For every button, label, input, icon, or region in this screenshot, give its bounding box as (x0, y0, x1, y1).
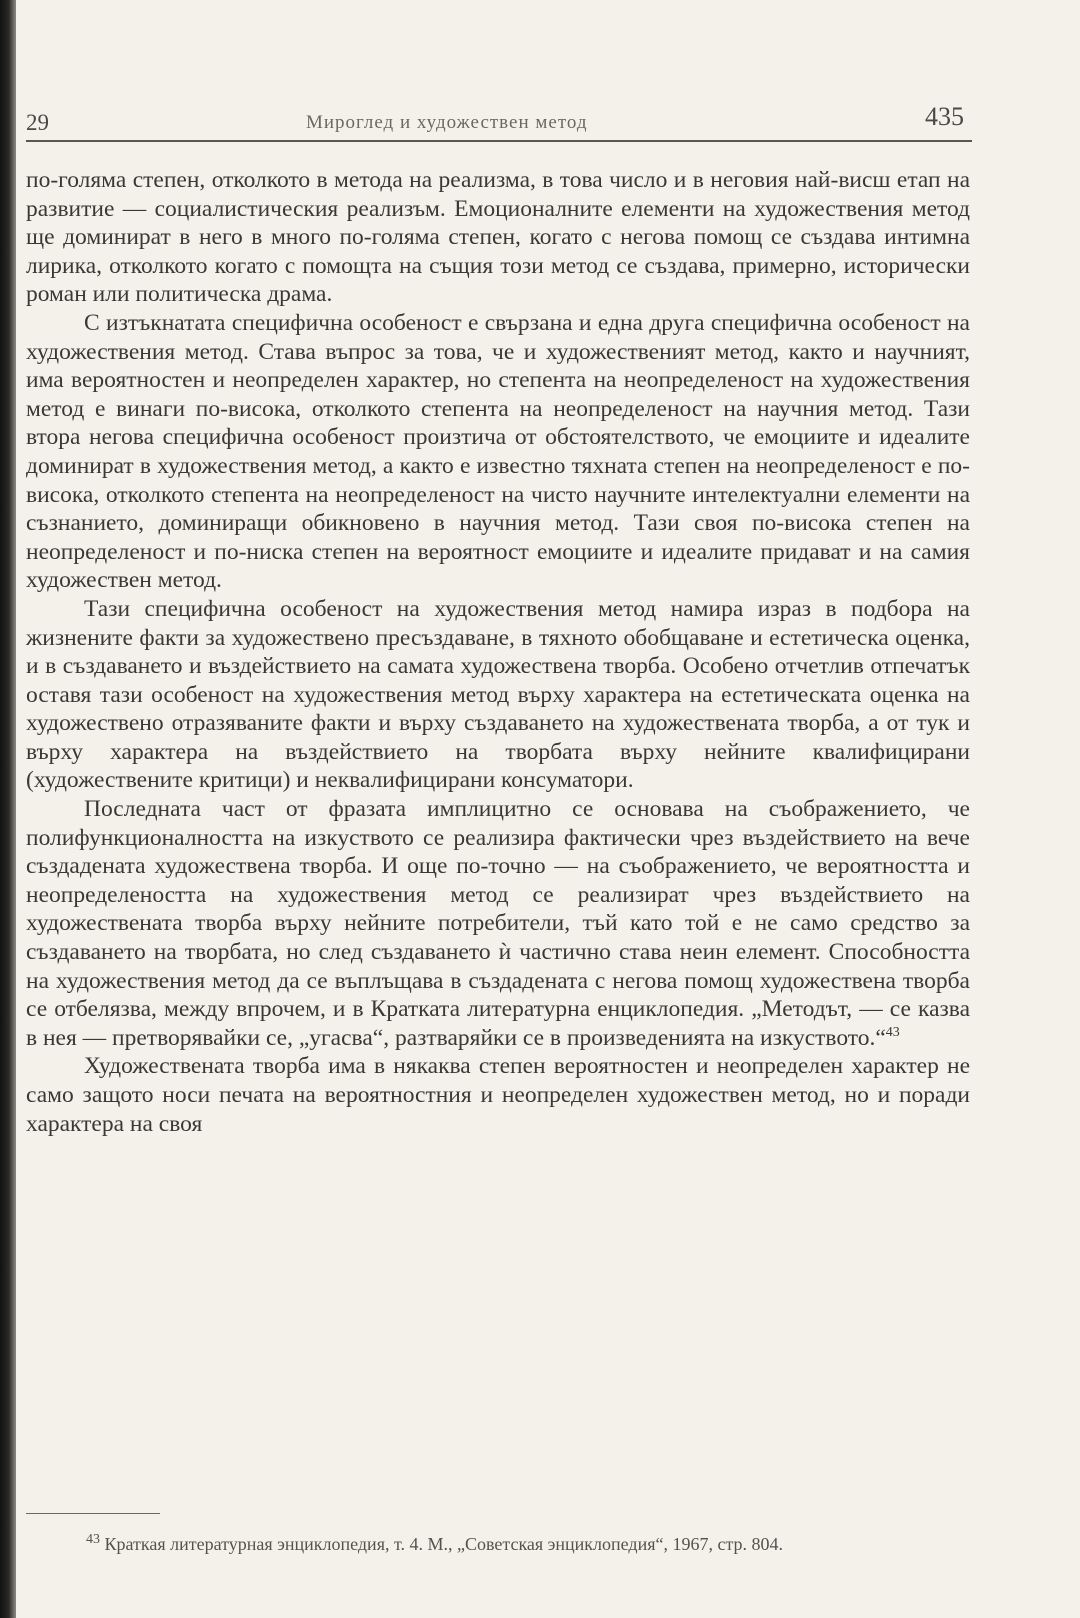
footnote-rule (26, 1513, 160, 1514)
paragraph: Тази специфична особеност на художествения метод намира израз в подбора на жизнените факти за художествено пресъздаване, в тяхното обобщаване и естетическа оценка, и в създаването и въздействието на самата художествена творба. Особено отчетлив отпечатък оставя тази особеност на художествения метод върху характера на естетическата оценка на художествено отразяваните факти и върху създаването на художествената творба, а от тук и върху характера на въздействието на творбата върху нейните квалифицирани (художествените критици) и неквалифицирани консуматори. (26, 595, 970, 794)
page-binding-edge (0, 0, 16, 1618)
running-head (26, 104, 972, 140)
paragraph-continued: по-голяма степен, отколкото в метода на реализма, в това число и в неговия най-висш етап на развитие — социалистическия реализъм. Емоционалните елементи на художествения метод ще доминират в него в много по-голяма степен, когато с негова помощ се създава интимна лирика, отколкото когато с помощта на същия този метод се създава, примерно, исторически роман или политическа драма. (26, 167, 970, 308)
paragraph: Художествената творба има в някаква степен вероятностен и неопределен характер не само защото носи печата на вероятностния и неопределен художествен метод, но и поради характера на своя (26, 1053, 970, 1137)
paragraph-with-footnote (26, 795, 970, 1052)
paragraph: С изтъкнатата специфична особеност е свързана и една друга специфична особеност на художествения метод. Става въпрос за това, че и художественият метод, както и научният, има вероятностен и неопределен характер, но степента на неопределеност на художествения метод е винаги по-висока, отколкото степента на неопределеност на научния метод. Тази втора негова специфична особеност произтича от обстоятелството, че емоциите и идеалите доминират в художествения метод, а както е известно тяхната степен на неопределеност е по-висока, отколкото степента на неопределеност на чисто научните интелектуални елементи на съзнанието, доминиращи обикновено в научния метод. Тази своя по-висока степен на неопределеност и по-ниска степен на вероятност емоциите и идеалите придават и на самия художествен метод. (26, 309, 970, 594)
footnote-number: 43 (86, 1532, 100, 1547)
header-rule (26, 140, 972, 142)
footnote (26, 1527, 970, 1557)
body-text (26, 166, 970, 1138)
paragraph-text: Последната част от фразата имплицитно се основава на съображението, че полифункционалността на изкуството се реализира фактически чрез въздействието на вече създадената художествена творба. И още по-точно — на съображението, че вероятността и неопределеността на художествения метод се реализират чрез въздействието на художествената творба върху нейните потребители, тъй като той е не само средство за създаването на творбата, но след създаването ѝ частично става неин елемент. Способността на художествения метод да се въплъщава в създадената с негова помощ художествена творба се отбелязва, между впрочем, и в Кратката литературна енциклопедия. „Методът, — се казва в нея — претворявайки се, „угасва“, разтваряйки се в произведенията на изкуството.“ (26, 796, 970, 1051)
running-head-title: Мироглед и художествен метод (306, 112, 588, 133)
footnote-text: Краткая литературная энциклопедия, т. 4. М., „Советская энциклопедия“, 1967, стр. 804. (104, 1534, 784, 1554)
left-page-number: 29 (26, 110, 49, 135)
footnote-reference[interactable]: 43 (885, 1024, 900, 1040)
page-number: 435 (925, 102, 964, 131)
